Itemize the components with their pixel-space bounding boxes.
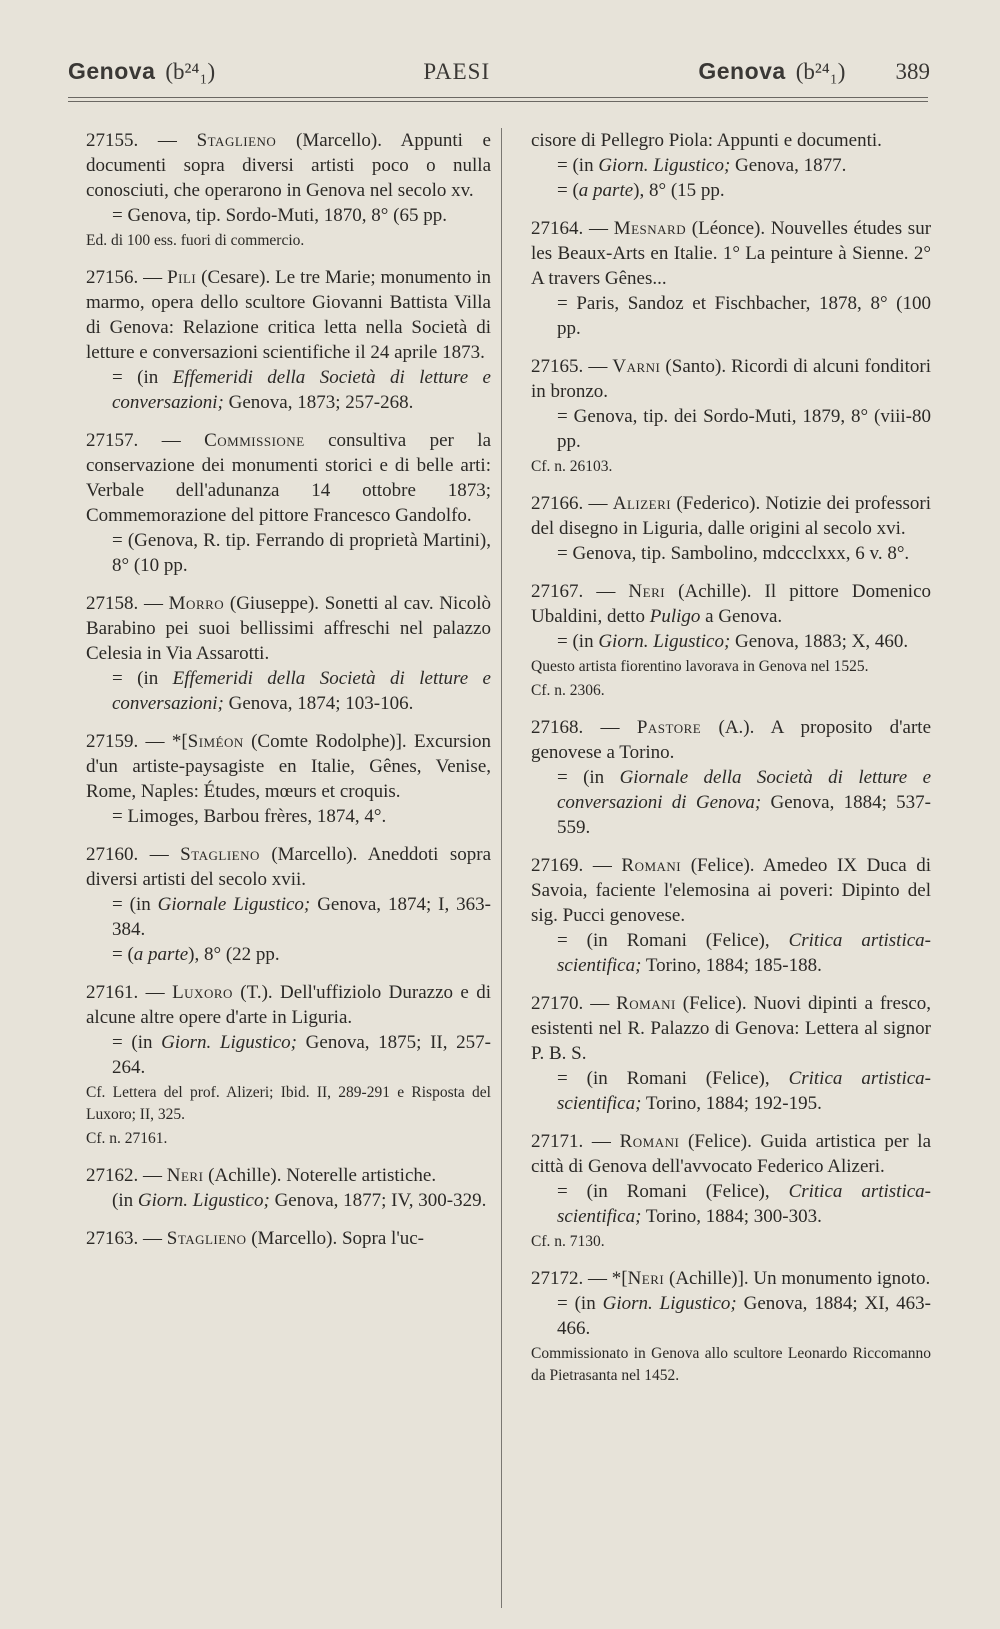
entry-author: Neri <box>628 581 666 602</box>
entry-author: Alizeri <box>612 493 672 514</box>
publication-prefix: = (in <box>112 367 173 388</box>
entry-dash: — <box>588 493 608 514</box>
entry-publication: = Genova, tip. Sambolino, mdccclxxx, 6 v. 8°. <box>557 543 910 564</box>
entry-text <box>531 1129 931 1179</box>
entry-publication <box>531 153 931 178</box>
bibliography-entry <box>531 853 931 978</box>
entry-author: Pili <box>167 267 197 288</box>
publication-journal: Giorn. Ligustico; <box>137 1190 270 1211</box>
entry-author: Commissione <box>204 430 305 451</box>
entry-text <box>531 491 931 541</box>
entry-author: Mesnard <box>613 218 687 239</box>
entry-publication <box>531 765 931 840</box>
bibliography-entry <box>86 128 491 252</box>
header-left-city: Genova <box>68 58 156 84</box>
publication-details: Genova, 1883; X, 460. <box>730 631 909 652</box>
header-section: PAESI <box>423 59 491 84</box>
entry-publication <box>531 928 931 978</box>
entry-author: Morro <box>168 593 225 614</box>
entry-title: (Marcello). Aneddoti sopra diversi artisti del secolo xvii. <box>86 844 492 890</box>
entry-text <box>86 128 491 203</box>
entry-publication: = (Genova, R. tip. Ferrando di proprietà Martini), 8° (10 pp. <box>112 530 491 576</box>
publication-details: Torino, 1884; 185-188. <box>641 955 822 976</box>
entry-number: 27169. <box>531 855 584 876</box>
bibliography-entry <box>86 980 491 1150</box>
entry-dash: — <box>149 844 169 865</box>
entry-number: 27167. <box>531 581 584 602</box>
entry-author: Varni <box>612 356 661 377</box>
entry-title: (Achille)]. Un monumento ignoto. <box>664 1268 931 1289</box>
entry-text <box>531 715 931 765</box>
publication-details: Genova, 1874; 103-106. <box>223 693 414 714</box>
entry-note: Cf. n. 26103. <box>531 458 613 475</box>
publication-prefix: (in <box>112 1190 138 1211</box>
entry-dash: — <box>588 1268 607 1289</box>
publication-prefix: = (in <box>112 894 158 915</box>
publication-details: Genova, 1873; 257-268. <box>223 392 414 413</box>
header-right-code: (b²⁴₁) <box>795 59 846 84</box>
entry-dash: — <box>145 731 165 752</box>
header-left-code: (b²⁴₁) <box>165 59 216 84</box>
entry-number: 27171. <box>531 1131 584 1152</box>
entry-publication <box>531 1179 931 1229</box>
entry-author: Romani <box>619 1131 680 1152</box>
entry-title: (Marcello). Appunti e documenti sopra diversi artisti poco o nulla conosciuti, che operarono in Genova nel secolo xv. <box>86 130 491 201</box>
publication-offprint-label: a parte <box>578 180 634 201</box>
bibliography-entry <box>531 216 931 341</box>
bibliography-entry <box>531 128 931 203</box>
publication-details: Genova, 1874; I, 363-384. <box>112 894 491 940</box>
entry-dash: — <box>590 993 610 1014</box>
publication-details: ), 8° (15 pp. <box>633 180 725 201</box>
entry-publication: = Genova, tip. dei Sordo-Muti, 1879, 8° (viii-80 pp. <box>557 406 931 452</box>
bibliography-entry <box>531 1129 931 1253</box>
entry-title: (Felice). Guida artistica per la città di Genova dell'avvocato Federico Alizeri. <box>531 1131 932 1177</box>
column-divider <box>501 128 502 1608</box>
bibliography-entry <box>531 991 931 1116</box>
entry-publication <box>531 629 931 654</box>
entry-title: (Marcello). Sopra l'uc- <box>246 1228 425 1249</box>
entry-dash: — <box>145 982 165 1003</box>
page-header <box>68 58 930 94</box>
entry-number: 27163. <box>86 1228 139 1249</box>
entry-number: 27168. <box>531 717 584 738</box>
publication-prefix: = (in Romani (Felice), <box>557 1068 789 1089</box>
publication-journal: Effemeridi della Società di letture e conversazioni; <box>112 367 491 413</box>
bibliography-entry <box>86 1226 491 1251</box>
entry-author: Luxoro <box>172 982 233 1003</box>
entry-number: 27155. <box>86 130 139 151</box>
entry-publication <box>531 1066 931 1116</box>
publication-journal: Giorn. Ligustico; <box>598 631 731 652</box>
entry-text <box>86 980 491 1030</box>
entry-number: 27165. <box>531 356 584 377</box>
entry-text <box>86 428 491 528</box>
entry-text <box>86 591 491 666</box>
entry-title: (Santo). Ricordi di alcuni fonditori in bronzo. <box>531 356 932 402</box>
entry-number: 27164. <box>531 218 584 239</box>
publication-journal: Critica artistica-scientifica; <box>557 1068 931 1114</box>
publication-prefix: = (in <box>557 1293 603 1314</box>
publication-prefix: = ( <box>557 180 579 201</box>
entry-number: 27158. <box>86 593 139 614</box>
publication-details: Torino, 1884; 192-195. <box>641 1093 822 1114</box>
entry-dash: — <box>161 430 181 451</box>
entry-dash: — <box>143 1228 162 1249</box>
publication-prefix: = ( <box>112 944 134 965</box>
entry-author: Romani <box>616 993 676 1014</box>
publication-details: Genova, 1884; 537-559. <box>557 792 931 838</box>
entry-title: (Federico). Notizie dei professori del disegno in Liguria, dalle origini al secolo xvi. <box>531 493 932 539</box>
entry-publication <box>531 1291 931 1341</box>
entry-publication <box>86 1188 491 1213</box>
entry-text <box>531 354 931 404</box>
entry-number: 27161. <box>86 982 139 1003</box>
entry-dash: — <box>143 1165 162 1186</box>
publication-journal: Giorn. Ligustico; <box>161 1032 298 1053</box>
entry-title: a Genova. <box>700 606 783 627</box>
header-right <box>698 58 930 85</box>
page-number: 389 <box>895 59 930 84</box>
entry-author: Staglieno <box>196 130 277 151</box>
entry-number: 27166. <box>531 493 584 514</box>
entry-text <box>531 991 931 1066</box>
entry-text <box>531 853 931 928</box>
publication-details: Genova, 1875; II, 257-264. <box>112 1032 491 1078</box>
bibliography-entry <box>86 591 491 716</box>
entry-title: cisore di Pellegro Piola: Appunti e documenti. <box>531 130 882 151</box>
publication-prefix: = (in Romani (Felice), <box>557 1181 789 1202</box>
entry-number: 27156. <box>86 267 139 288</box>
header-rule-top <box>68 97 928 98</box>
entry-number: 27160. <box>86 844 139 865</box>
publication-prefix: = (in <box>557 631 599 652</box>
entry-dash: — <box>592 855 612 876</box>
publication-journal: Effemeridi della Società di letture e conversazioni; <box>112 668 491 714</box>
entry-text <box>86 842 491 892</box>
publication-journal: Giorn. Ligustico; <box>602 1293 737 1314</box>
publication-details: Torino, 1884; 300-303. <box>641 1206 822 1227</box>
publication-journal: Critica artistica-scientifica; <box>557 930 931 976</box>
entry-text <box>531 128 931 153</box>
publication-journal: Giornale Ligustico; <box>157 894 311 915</box>
bibliography-entry <box>531 715 931 840</box>
entry-number: 27162. <box>86 1165 139 1186</box>
entry-title: (Achille). Noterelle artistiche. <box>203 1165 437 1186</box>
entry-dash: — <box>143 267 163 288</box>
entry-text <box>86 729 491 804</box>
bibliography-entry <box>86 428 491 578</box>
bibliography-entry <box>531 354 931 478</box>
publication-journal: Critica artistica-scientifica; <box>557 1181 931 1227</box>
entry-title: (Felice). Nuovi dipinti a fresco, esistenti nel R. Palazzo di Genova: Lettera al signor P. B. S. <box>531 993 932 1064</box>
entry-dash: — <box>591 1131 611 1152</box>
entry-dash: — <box>157 130 177 151</box>
publication-journal: Giornale della Società di letture e conversazioni di Genova; <box>557 767 932 813</box>
entry-text <box>531 579 931 629</box>
entry-author: Siméon <box>187 731 244 752</box>
header-right-city: Genova <box>698 58 786 84</box>
entry-prefix: *[ <box>171 731 188 752</box>
entry-text <box>86 265 491 365</box>
publication-details: ), 8° (22 pp. <box>188 944 280 965</box>
entry-title: (Cesare). Le tre Marie; monumento in marmo, opera dello scultore Giovanni Battista Villa di Genova: Relazione critica letta nella Società di letture e conversazioni scientifiche il 24 aprile 1873. <box>86 267 492 363</box>
publication-details: Genova, 1877; IV, 300-329. <box>269 1190 487 1211</box>
entry-publication: = Genova, tip. Sordo-Muti, 1870, 8° (65 pp. <box>112 205 447 226</box>
entry-dash: — <box>588 356 608 377</box>
entry-cross-reference: Cf. n. 2306. <box>531 682 605 699</box>
entry-title: (Comte Rodolphe)]. Excursion d'un artiste-paysagiste en Italie, Gênes, Venise, Rome, Naples: Études, mœurs et croquis. <box>86 731 491 802</box>
entry-publication-offprint <box>531 178 931 203</box>
bibliography-entry <box>86 265 491 415</box>
entry-title: (Léonce). Nouvelles études sur les Beaux-Arts en Italie. 1° La peinture à Sienne. 2° A travers Gênes... <box>531 218 932 289</box>
entry-publication <box>86 892 491 942</box>
entry-publication: = Paris, Sandoz et Fischbacher, 1878, 8° (100 pp. <box>557 293 931 339</box>
right-column <box>531 128 931 1400</box>
publication-prefix: = (in <box>557 767 620 788</box>
bibliography-entry <box>86 842 491 967</box>
entry-title: (A.). A proposito d'arte genovese a Torino. <box>531 717 931 763</box>
entry-text <box>86 1226 491 1251</box>
bibliography-entry <box>86 729 491 829</box>
bibliography-entry <box>531 491 931 566</box>
entry-title-italic: Puligo <box>649 606 701 627</box>
entry-dash: — <box>588 218 608 239</box>
entry-title: (Felice). Amedeo IX Duca di Savoia, faciente l'elemosina ai poveri: Dipinto del sig. Pucci genovese. <box>531 855 932 926</box>
entry-note: Cf. n. 7130. <box>531 1233 605 1250</box>
publication-prefix: = (in <box>112 1032 162 1053</box>
entry-author: Neri <box>166 1165 204 1186</box>
header-rule-bottom <box>68 101 928 102</box>
entry-dash: — <box>143 593 163 614</box>
entry-prefix: *[ <box>611 1268 628 1289</box>
entry-publication <box>86 365 491 415</box>
entry-text <box>86 1163 491 1188</box>
entry-number: 27170. <box>531 993 584 1014</box>
header-left <box>68 58 215 85</box>
publication-prefix: = (in Romani (Felice), <box>557 930 789 951</box>
publication-journal: Giorn. Ligustico; <box>598 155 731 176</box>
publication-offprint-label: a parte <box>133 944 189 965</box>
publication-prefix: = (in <box>557 155 599 176</box>
entry-publication <box>86 666 491 716</box>
entry-author: Romani <box>621 855 682 876</box>
entry-title: (Giuseppe). Sonetti al cav. Nicolò Barabino pei suoi bellissimi affreschi nel palazzo Celesia in Via Assarotti. <box>86 593 491 664</box>
entry-title: consultiva per la conservazione dei monumenti storici e di belle arti: Verbale dell'adunanza 14 ottobre 1873; Commemorazione del pittore Francesco Gandolfo. <box>86 430 492 526</box>
bibliography-entry <box>86 1163 491 1213</box>
entry-note: Ed. di 100 ess. fuori di commercio. <box>86 232 305 249</box>
bibliography-entry <box>531 579 931 702</box>
publication-prefix: = (in <box>112 668 173 689</box>
bibliography-entry <box>531 1266 931 1387</box>
entry-note: Cf. Lettera del prof. Alizeri; Ibid. II, 289-291 e Risposta del Luxoro; II, 325. <box>86 1084 491 1123</box>
entry-dash: — <box>600 717 620 738</box>
entry-author: Neri <box>627 1268 665 1289</box>
entry-number: 27157. <box>86 430 139 451</box>
entry-author: Staglieno <box>180 844 260 865</box>
entry-text <box>531 216 931 291</box>
left-column <box>86 128 491 1264</box>
publication-details: Genova, 1877. <box>730 155 847 176</box>
entry-publication-offprint <box>86 942 491 967</box>
entry-title: (T.). Dell'uffiziolo Durazzo e di alcune altre opere d'arte in Liguria. <box>86 982 492 1028</box>
entry-title: (Achille). Il pittore Domenico Ubaldini, detto <box>531 581 932 627</box>
entry-dash: — <box>596 581 616 602</box>
entry-publication <box>86 1030 491 1080</box>
entry-text <box>531 1266 931 1291</box>
publication-details: Genova, 1884; XI, 463-466. <box>557 1293 931 1339</box>
entry-number: 27172. <box>531 1268 584 1289</box>
entry-note: Questo artista fiorentino lavorava in Genova nel 1525. <box>531 658 869 675</box>
entry-note: Commissionato in Genova allo scultore Leonardo Riccomanno da Pietrasanta nel 1452. <box>531 1345 931 1384</box>
entry-cross-reference: Cf. n. 27161. <box>86 1130 168 1147</box>
entry-author: Staglieno <box>166 1228 247 1249</box>
entry-author: Pastore <box>636 717 702 738</box>
entry-number: 27159. <box>86 731 139 752</box>
entry-publication: = Limoges, Barbou frères, 1874, 4°. <box>112 806 387 827</box>
